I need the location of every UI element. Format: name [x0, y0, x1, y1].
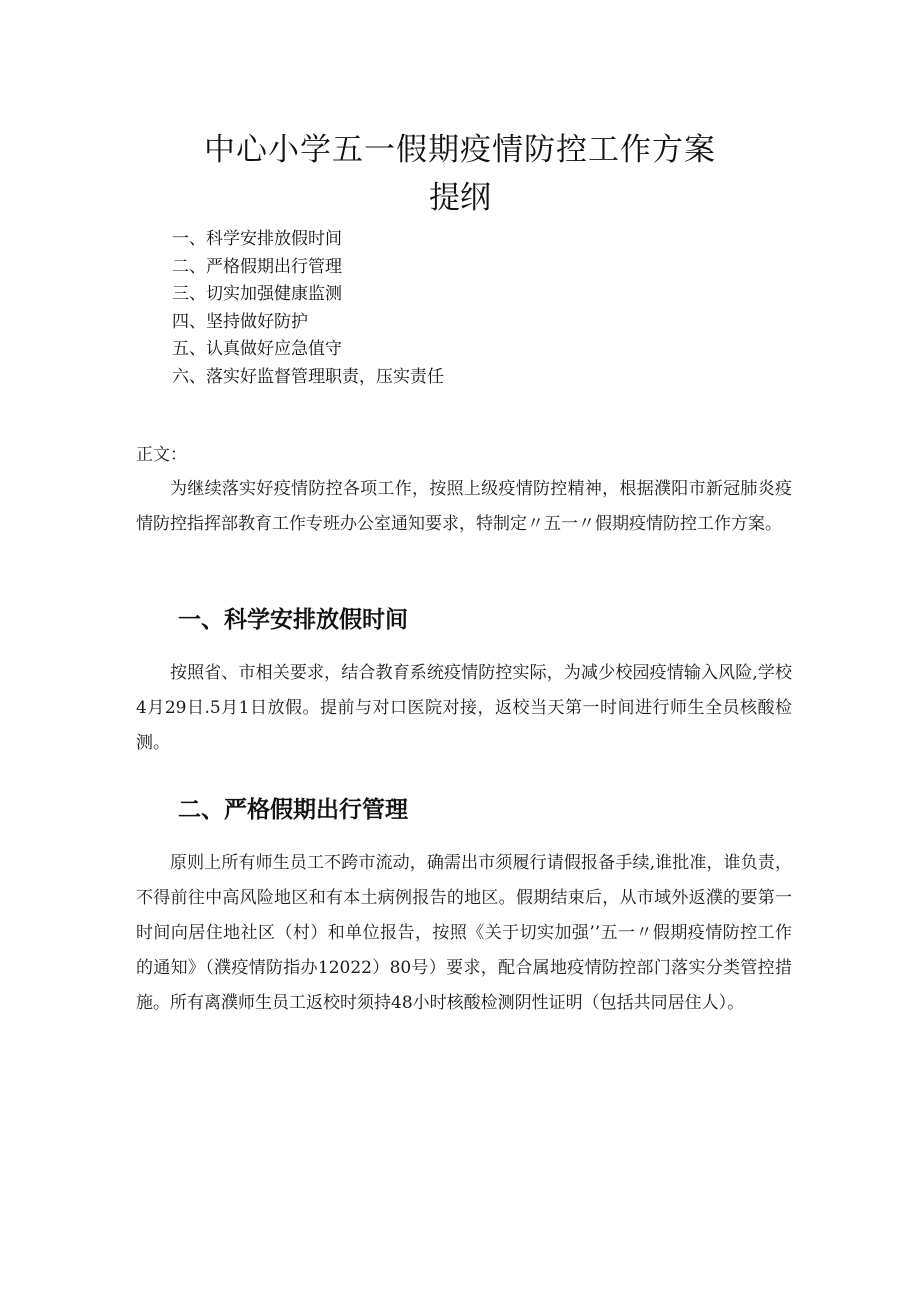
section-paragraph-1: 按照省、市相关要求，结合教育系统疫情防控实际，为减少校园疫情输入风险,学校4月29日.5月1日放假。提前与对口医院对接，返校当天第一时间进行师生全员核酸检测。	[136, 663, 792, 753]
outline-item: 一、科学安排放假时间	[172, 229, 342, 249]
outline-item: 五、认真做好应急值守	[172, 339, 342, 359]
section-heading-1: 一、科学安排放假时间	[178, 607, 408, 633]
outline-item: 六、落实好监督管理职责，压实责任	[172, 366, 444, 387]
outline-item: 三、切实加强健康监测	[172, 284, 342, 304]
outline-list	[172, 226, 772, 391]
outline-title: 提纲	[429, 180, 491, 216]
body-label: 正文：	[136, 445, 187, 465]
document-title: 中心小学五一假期疫情防控工作方案	[204, 132, 716, 168]
section-heading-2: 二、严格假期出行管理	[178, 797, 408, 823]
outline-item: 二、严格假期出行管理	[172, 256, 342, 277]
intro-paragraph: 为继续落实好疫情防控各项工作，按照上级疫情防控精神，根据濮阳市新冠肺炎疫情防控指挥部教育工作专班办公室通知要求，特制定〃五一〃假期疫情防控工作方案。	[136, 479, 792, 534]
outline-item: 四、坚持做好防护	[172, 311, 308, 332]
section-paragraph-2: 原则上所有师生员工不跨市流动，确需出市须履行请假报备手续,谁批准，谁负责，不得前往中高风险地区和有本土病例报告的地区。假期结束后，从市域外返濮的要第一时间向居住地社区（村）和单位报告，按照《关于切实加强’’五一〃假期疫情防控工作的通知》（濮疫情防指办12022）80号）要求，配合属地疫情防控部门落实分类管控措施。所有离濮师生员工返校时须持48小时核酸检测阴性证明（包括共同居住人）。	[136, 853, 792, 1013]
